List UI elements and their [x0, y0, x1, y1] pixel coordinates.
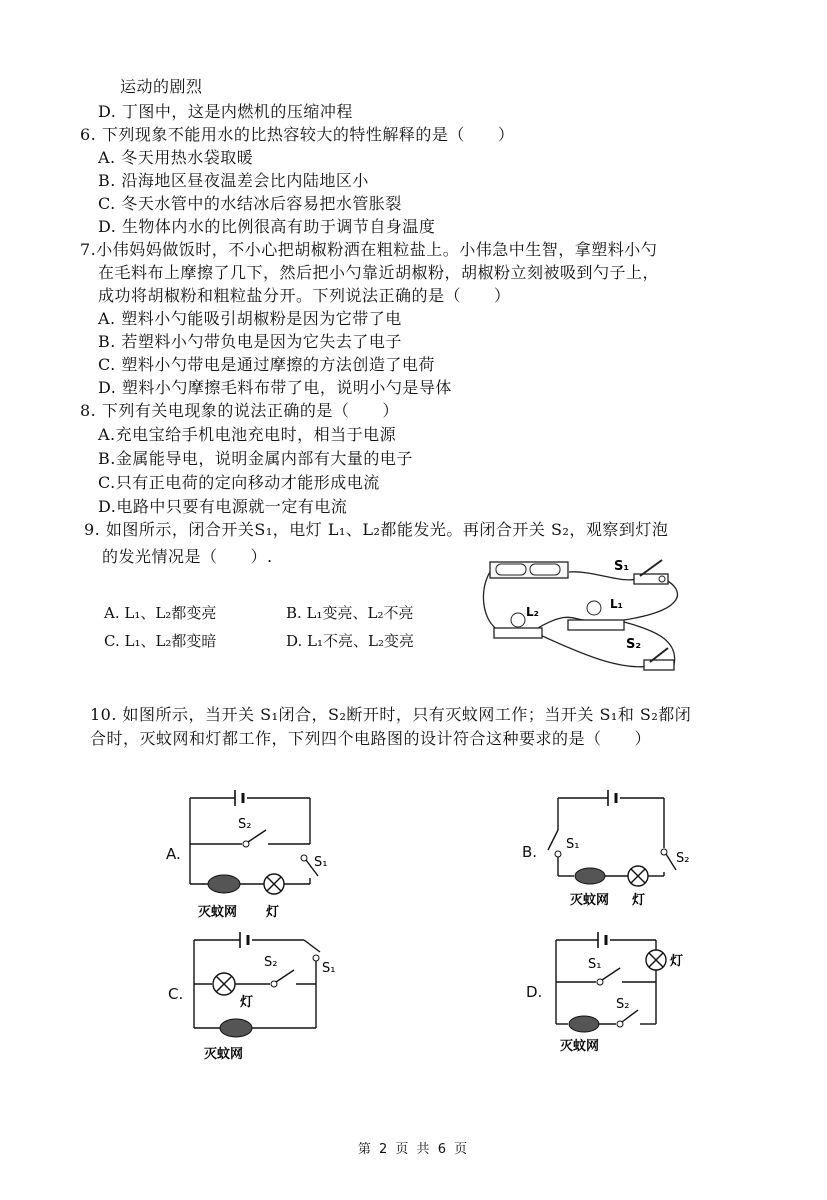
circuit-d-net-label: 灭蚊网 [560, 1039, 600, 1054]
circuit-d [546, 928, 706, 1058]
q7-stem-line1: 7.小伟妈妈做饭时，不小心把胡椒粉洒在粗粒盐上。小伟急中生智，拿塑料小勺 [80, 240, 658, 259]
q8-option-b: B.金属能导电，说明金属内部有大量的电子 [98, 449, 413, 468]
circuit-c-s1-label: S₁ [322, 961, 336, 976]
q7-option-b: B. 若塑料小勺带负电是因为它失去了电子 [98, 332, 402, 351]
q5-option-d: D. 丁图中，这是内燃机的压缩冲程 [98, 102, 353, 121]
mosquito-net-icon [569, 1016, 599, 1032]
circuit-c [184, 928, 344, 1068]
q7-option-a: A. 塑料小勺能吸引胡椒粉是因为它带了电 [98, 309, 402, 328]
q7-stem-line3: 成功将胡椒粉和粗粒盐分开。下列说法正确的是（ ） [98, 286, 511, 305]
circuit-b-s2-label: S₂ [676, 851, 690, 866]
fig-s2-label: S₂ [626, 637, 642, 652]
q7-stem-line2: 在毛料布上摩擦了几下，然后把小勺靠近胡椒粉，胡椒粉立刻被吸到勺子上， [98, 263, 660, 282]
q8-stem: 8. 下列有关电现象的说法正确的是（ ） [80, 401, 399, 420]
q6-option-a: A. 冬天用热水袋取暖 [98, 148, 254, 167]
q9-stem-line1: 9. 如图所示，闭合开关S₁，电灯 L₁、L₂都能发光。再闭合开关 S₂，观察到灯泡 [84, 520, 669, 539]
fig-s1-label: S₁ [614, 559, 630, 574]
q9-option-c: C. L₁、L₂都变暗 [104, 632, 217, 650]
circuit-d-letter: D. [526, 983, 543, 1001]
circuit-c-s2-label: S₂ [264, 955, 278, 970]
q9-stem-line2: 的发光情况是（ ）. [102, 547, 273, 566]
circuit-a-lamp-label: 灯 [266, 905, 280, 920]
q9-option-b: B. L₁变亮、L₂不亮 [286, 604, 414, 622]
q6-option-b: B. 沿海地区昼夜温差会比内陆地区小 [98, 171, 369, 190]
lamp-l1-holder [568, 620, 624, 630]
mosquito-net-icon [575, 868, 605, 884]
mosquito-net-icon [220, 1019, 252, 1037]
circuit-b-letter: B. [522, 843, 538, 861]
fig-l2-label: L₂ [526, 605, 539, 619]
circuit-a-letter: A. [166, 845, 181, 863]
circuit-a-s1-label: S₁ [314, 855, 328, 870]
q9-option-a: A. L₁、L₂都变亮 [104, 604, 217, 622]
circuit-a [180, 788, 340, 938]
circuit-b-s1-label: S₁ [566, 837, 580, 852]
q6-option-c: C. 冬天水管中的水结冰后容易把水管胀裂 [98, 194, 402, 213]
q9-circuit-figure [474, 550, 696, 686]
circuit-c-net-label: 灭蚊网 [204, 1047, 244, 1062]
page-footer: 第 2 页 共 6 页 [357, 1142, 470, 1157]
switch-s2 [644, 660, 674, 670]
circuit-b [544, 786, 704, 916]
circuit-c-lamp-label: 灯 [240, 995, 254, 1010]
mosquito-net-icon [208, 875, 240, 893]
lamp-l1-bulb [587, 601, 601, 615]
q5-continuation: 运动的剧烈 [120, 77, 203, 96]
q7-option-c: C. 塑料小勺带电是通过摩擦的方法创造了电荷 [98, 355, 435, 374]
q8-option-a: A.充电宝给手机电池充电时，相当于电源 [98, 425, 397, 444]
circuit-d-s1-label: S₁ [588, 957, 602, 972]
circuit-a-net-label: 灭蚊网 [198, 905, 238, 920]
circuit-d-lamp-label: 灯 [670, 954, 684, 969]
fig-l1-label: L₁ [610, 597, 623, 611]
lamp-l2-holder [494, 628, 542, 638]
circuit-b-net-label: 灭蚊网 [570, 893, 610, 908]
q7-option-d: D. 塑料小勺摩擦毛料布带了电，说明小勺是导体 [98, 378, 452, 397]
circuit-b-lamp-label: 灯 [632, 893, 646, 908]
q6-option-d: D. 生物体内水的比例很高有助于调节自身温度 [98, 217, 436, 236]
lamp-l2-bulb [511, 613, 525, 627]
q10-stem-line1: 10. 如图所示，当开关 S₁闭合，S₂断开时，只有灭蚊网工作；当开关 S₁和 S₂都闭 [90, 705, 692, 724]
q9-option-d: D. L₁不亮、L₂变亮 [286, 632, 414, 650]
circuit-c-letter: C. [168, 985, 184, 1003]
q8-option-d: D.电路中只要有电源就一定有电流 [98, 497, 348, 516]
circuit-d-s2-label: S₂ [616, 997, 630, 1012]
q8-option-c: C.只有正电荷的定向移动才能形成电流 [98, 473, 380, 492]
q6-stem: 6. 下列现象不能用水的比热容较大的特性解释的是（ ） [80, 125, 515, 144]
q10-stem-line2: 合时，灭蚊网和灯都工作，下列四个电路图的设计符合这种要求的是（ ） [90, 729, 652, 748]
circuit-a-s2-label: S₂ [238, 817, 252, 832]
